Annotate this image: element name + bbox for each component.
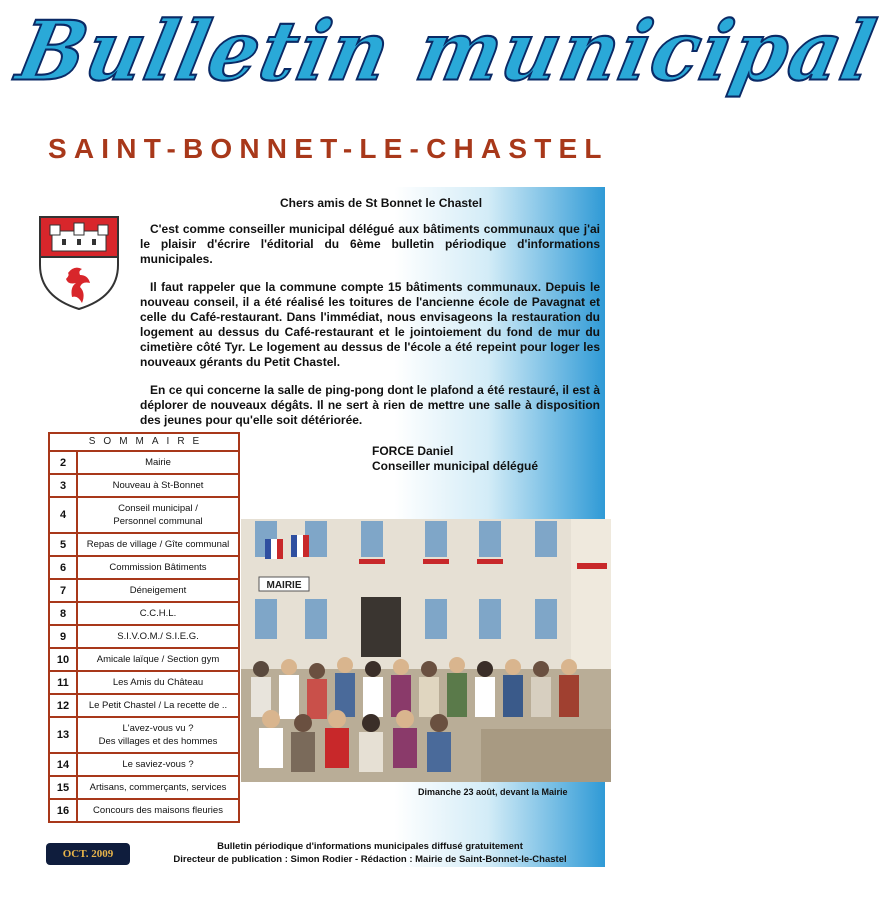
bulletin-title: Bulletin municipal [9,4,884,100]
toc-page-number: 7 [50,580,78,601]
toc-label: S.I.V.O.M./ S.I.E.G. [117,631,199,642]
masthead [9,4,884,112]
toc-row[interactable] [50,626,238,649]
toc-label [78,498,238,532]
toc-page-number: 2 [50,452,78,473]
toc-page-number: 10 [50,649,78,670]
toc-label-line: L'avez-vous vu ? [122,723,194,734]
editorial-paragraph: C'est comme conseiller municipal délégué aux bâtiments communaux que j'ai le plaisir d'écrire l'éditorial du 6ème bulletin périodique d'informations municipales. [140,222,600,266]
toc-label-line: Conseil municipal / [118,503,198,514]
toc-page-number: 11 [50,672,78,693]
toc-row[interactable] [50,498,238,534]
editorial-heading: Chers amis de St Bonnet le Chastel [280,196,483,210]
toc-page-number: 12 [50,695,78,716]
toc-label: Concours des maisons fleuries [93,805,223,816]
toc-row[interactable] [50,475,238,498]
toc-page-number: 15 [50,777,78,798]
toc-page-number: 4 [50,498,78,532]
town-hall-crowd-photo [241,519,611,782]
toc-row[interactable] [50,649,238,672]
toc-page-number: 16 [50,800,78,821]
toc-label: Mairie [145,457,171,468]
toc-label: Nouveau à St-Bonnet [112,480,204,491]
toc-row[interactable] [50,672,238,695]
publication-footer [142,840,598,866]
photo-caption: Dimanche 23 août, devant la Mairie [418,787,568,797]
editorial-signature [372,444,592,474]
toc-row[interactable] [50,718,238,754]
footer-line: Directeur de publication : Simon Rodier - Rédaction : Mairie de Saint-Bonnet-le-Chastel [173,854,567,865]
toc-page-number: 9 [50,626,78,647]
toc-row[interactable] [50,695,238,718]
editorial-text [140,222,600,441]
footer-line: Bulletin périodique d'informations municipales diffusé gratuitement [217,841,523,852]
signature-name: FORCE Daniel [372,444,454,458]
toc-label: Artisans, commerçants, services [89,782,227,793]
toc-label: Repas de village / Gîte communal [86,539,230,550]
toc-label: Commission Bâtiments [109,562,207,573]
editorial-paragraph: En ce qui concerne la salle de ping-pong dont le plafond a été restauré, il est à déplorer de nouveaux dégâts. Il ne sert à rien de mettre une salle à disposition des jeunes pour qu'elle soit détériorée. [140,383,600,427]
photo-illustration [241,519,611,782]
toc-page-number: 3 [50,475,78,496]
town-name: SAINT-BONNET-LE-CHASTEL [48,133,609,164]
table-of-contents [48,432,240,823]
toc-row[interactable] [50,580,238,603]
editorial-paragraph: Il faut rappeler que la commune compte 15 bâtiments communaux. Depuis le nouveau conseil, il a été réalisé les toitures de l'ancienne école de Pavagnat et celle du Café-restaurant. Dans l'immédiat, nous envisageons la restauration du logement au dessus du Café-restaurant et le jointoiement du fond de mur du cimetière côté Tyr. Le logement au dessus de l'école a été repeint pour loger les nouveaux gérants du Petit Chastel. [140,280,600,369]
issue-date-badge: OCT. 2009 [46,843,130,865]
toc-page-number: 13 [50,718,78,752]
toc-page-number: 6 [50,557,78,578]
toc-label [78,718,238,752]
toc-label-line: Des villages et des hommes [98,736,218,747]
toc-row[interactable] [50,534,238,557]
toc-label: Déneigement [129,585,187,596]
toc-label: Amicale laïque / Section gym [96,654,220,665]
toc-page-number: 5 [50,534,78,555]
toc-row[interactable] [50,800,238,821]
toc-row[interactable] [50,777,238,800]
coat-of-arms-icon [38,215,120,311]
toc-row[interactable] [50,603,238,626]
toc-row[interactable] [50,452,238,475]
toc-row[interactable] [50,754,238,777]
toc-row[interactable] [50,557,238,580]
toc-label: Le Petit Chastel / La recette de .. [88,700,228,711]
toc-page-number: 14 [50,754,78,775]
toc-label-line: Personnel communal [113,516,203,527]
toc-title: SOMMAIRE [50,434,238,452]
toc-label: C.C.H.L. [139,608,177,619]
toc-label: Le saviez-vous ? [122,759,194,770]
toc-page-number: 8 [50,603,78,624]
toc-label: Les Amis du Château [112,677,204,688]
signature-role: Conseiller municipal délégué [372,459,539,473]
mairie-sign: MAIRIE [266,580,302,591]
